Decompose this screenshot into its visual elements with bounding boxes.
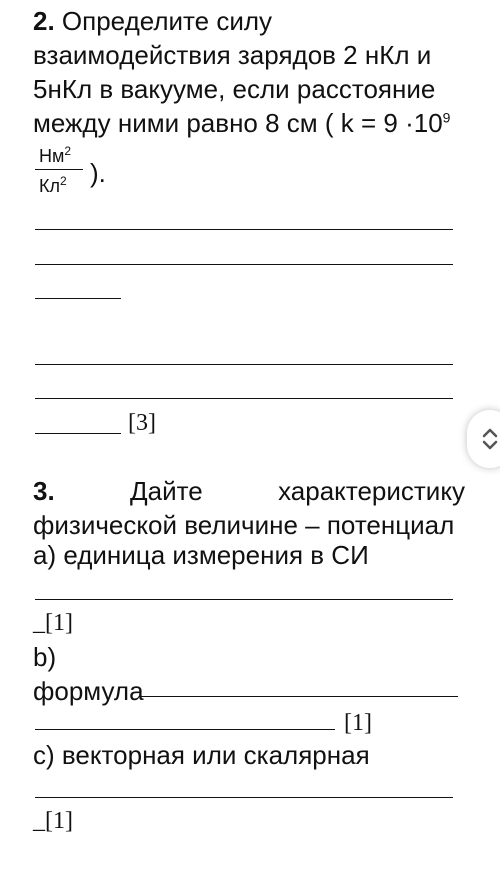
q2-line-2: взаимодействия зарядов 2 нКл и <box>33 40 432 70</box>
q3-number: 3. <box>33 476 55 506</box>
q2-number: 2. <box>33 6 55 36</box>
q2-text-1: Определите силу <box>61 6 273 36</box>
q2-close-paren: ). <box>90 158 106 188</box>
chevron-up-down-icon <box>481 427 499 451</box>
q2-exponent: 9 <box>442 109 451 126</box>
q2-text-4: между ними равно 8 см ( k = 9 ·10 <box>33 108 443 138</box>
q3-a-score: _[1] <box>33 610 73 636</box>
answer-line <box>35 729 335 730</box>
q3-c-score: _[1] <box>33 808 73 834</box>
answer-line <box>35 298 121 299</box>
answer-line <box>35 797 453 798</box>
q2-line-1 <box>33 6 272 36</box>
fraction-bar <box>35 169 83 170</box>
q3-b-word: формула <box>33 676 144 706</box>
q3-word-1: Дайте <box>130 476 203 506</box>
q3-word-2: характеристику <box>278 476 465 506</box>
answer-line <box>35 264 453 265</box>
q2-line-3: 5нКл в вакууме, если расстояние <box>33 74 436 104</box>
answer-line <box>35 364 453 365</box>
q3-line-3: а) единица измерения в СИ <box>33 540 369 570</box>
q3-line-2: физической величине – потенциал <box>33 510 455 540</box>
q2-score: [3] <box>128 410 156 436</box>
unit-denominator: $Кл^2$ <box>39 174 67 196</box>
q3-line-1 <box>33 476 465 506</box>
answer-line <box>35 398 453 399</box>
q3-b-label: b) <box>33 642 57 672</box>
answer-line <box>35 433 121 434</box>
answer-line <box>35 229 453 230</box>
q3-b-score: [1] <box>344 710 372 736</box>
answer-line <box>140 696 458 697</box>
answer-line <box>35 599 453 600</box>
q2-line-4 <box>33 108 450 138</box>
scroll-button[interactable] <box>467 410 500 468</box>
q3-c-label: c) векторная или скалярная <box>33 740 370 770</box>
unit-numerator: $Нм^2$ <box>39 144 72 166</box>
